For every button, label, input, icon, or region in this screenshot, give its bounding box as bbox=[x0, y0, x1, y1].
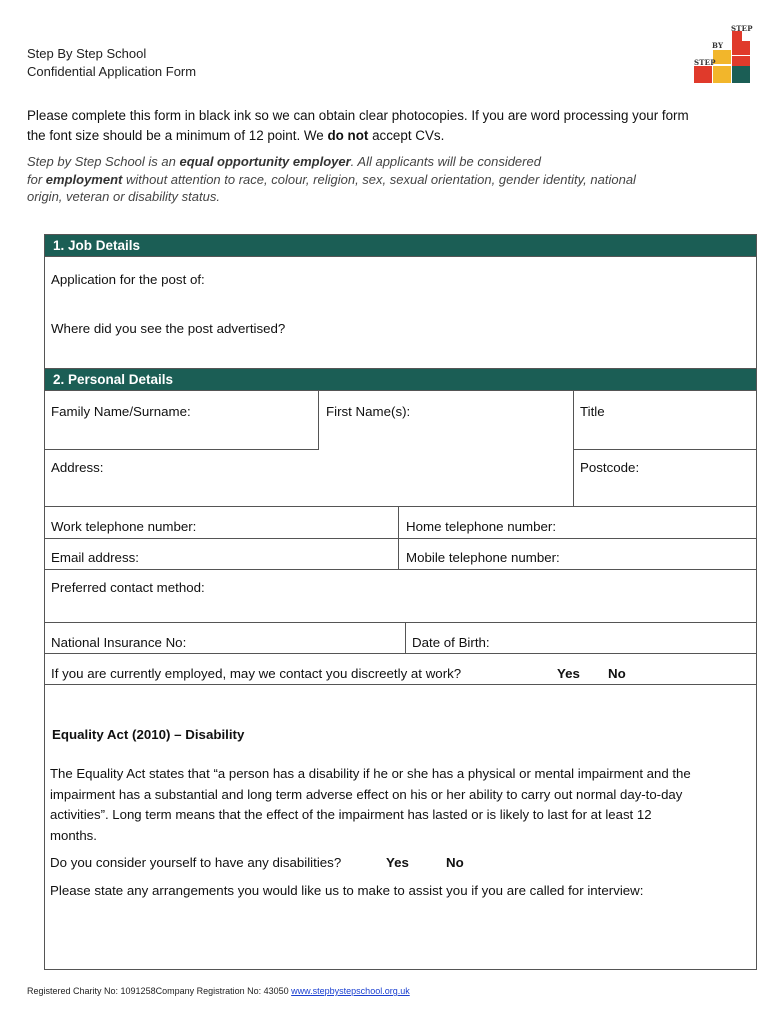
intro-text: accept CVs. bbox=[368, 128, 445, 143]
footer-registration-text: Registered Charity No: 1091258Company Registration No: 43050 bbox=[27, 986, 292, 996]
advert-source-label: Where did you see the post advertised? bbox=[51, 321, 286, 336]
postcode-label: Postcode: bbox=[580, 460, 640, 475]
surname-label: Family Name/Surname: bbox=[51, 404, 191, 419]
first-name-label: First Name(s): bbox=[326, 404, 411, 419]
paragraph-line: impairment has a substantial and long term adverse effect on his or her ability to carry out normal day-to-day bbox=[50, 786, 683, 802]
form-border-bottom bbox=[44, 969, 757, 970]
mobile-telephone-label: Mobile telephone number: bbox=[406, 550, 560, 565]
form-title: Confidential Application Form bbox=[27, 64, 197, 79]
footer-website-link[interactable]: www.stepbystepschool.org.uk bbox=[291, 986, 410, 996]
row-divider bbox=[44, 449, 319, 450]
interview-arrangements-question: Please state any arrangements you would like us to make to assist you if you are called for interview: bbox=[50, 883, 644, 898]
row-divider bbox=[44, 538, 757, 539]
row-divider bbox=[44, 653, 757, 654]
eo-text: for bbox=[27, 172, 46, 187]
contact-at-work-no[interactable]: No bbox=[608, 666, 626, 681]
form-border-left bbox=[44, 234, 45, 970]
logo-square bbox=[713, 66, 731, 83]
school-logo bbox=[694, 20, 753, 84]
row-divider bbox=[44, 684, 757, 685]
paragraph-line: The Equality Act states that “a person has a disability if he or she has a physical or mental impairment and the bbox=[50, 766, 691, 781]
row-divider bbox=[44, 569, 757, 570]
eo-emphasis: equal opportunity employer bbox=[179, 154, 351, 169]
disability-no[interactable]: No bbox=[446, 855, 464, 870]
eo-text: Step by Step School is an bbox=[27, 154, 180, 169]
contact-at-work-yes[interactable]: Yes bbox=[557, 666, 580, 681]
logo-square bbox=[732, 56, 750, 66]
paragraph-line: activities”. Long term means that the effect of the impairment has lasted or is likely to last for at least 12 bbox=[50, 807, 652, 822]
eo-text: . All applicants will be considered bbox=[350, 154, 541, 169]
eo-line-1 bbox=[27, 153, 752, 171]
eo-text: without attention to race, colour, religion, sex, sexual orientation, gender identity, national bbox=[122, 172, 636, 187]
disability-question: Do you consider yourself to have any disabilities? bbox=[50, 855, 342, 870]
intro-line-2 bbox=[27, 126, 752, 146]
address-label: Address: bbox=[51, 460, 104, 475]
logo-word-step-bottom: STEP bbox=[694, 58, 716, 67]
post-applied-label: Application for the post of: bbox=[51, 272, 205, 287]
paragraph-line: months. bbox=[50, 827, 97, 843]
preferred-contact-label: Preferred contact method: bbox=[51, 580, 205, 595]
logo-square bbox=[694, 66, 712, 83]
intro-line-1: Please complete this form in black ink so we can obtain clear photocopies. If you are word processing your form bbox=[27, 108, 689, 123]
title-label: Title bbox=[580, 404, 605, 419]
eo-line-2 bbox=[27, 171, 752, 189]
work-telephone-label: Work telephone number: bbox=[51, 519, 197, 534]
logo-square bbox=[732, 41, 750, 55]
form-border-right bbox=[756, 234, 757, 970]
email-label: Email address: bbox=[51, 550, 139, 565]
school-name: Step By Step School bbox=[27, 46, 147, 61]
national-insurance-label: National Insurance No: bbox=[51, 635, 187, 650]
logo-square bbox=[732, 66, 750, 83]
eo-emphasis: employment bbox=[45, 172, 123, 187]
cell-divider bbox=[318, 391, 319, 449]
row-divider bbox=[44, 622, 757, 623]
equality-act-paragraph bbox=[50, 764, 750, 846]
date-of-birth-label: Date of Birth: bbox=[412, 635, 490, 650]
eo-line-3: origin, veteran or disability status. bbox=[27, 189, 220, 204]
equality-act-heading: Equality Act (2010) – Disability bbox=[52, 727, 245, 742]
footer bbox=[27, 986, 410, 996]
disability-yes[interactable]: Yes bbox=[386, 855, 409, 870]
logo-word-step-top: STEP bbox=[731, 24, 753, 33]
home-telephone-label: Home telephone number: bbox=[406, 519, 557, 534]
section-job-details-header bbox=[44, 234, 757, 257]
section-title: 1. Job Details bbox=[53, 238, 141, 253]
cell-divider bbox=[405, 622, 406, 653]
logo-word-by: BY bbox=[712, 41, 724, 50]
intro-text: the font size should be a minimum of 12 point. We bbox=[27, 128, 328, 143]
section-title: 2. Personal Details bbox=[53, 372, 174, 387]
contact-at-work-question: If you are currently employed, may we contact you discreetly at work? bbox=[51, 666, 462, 681]
row-divider bbox=[44, 506, 757, 507]
section-personal-details-header bbox=[44, 368, 757, 391]
intro-emphasis: do not bbox=[327, 128, 369, 143]
row-divider bbox=[573, 449, 757, 450]
